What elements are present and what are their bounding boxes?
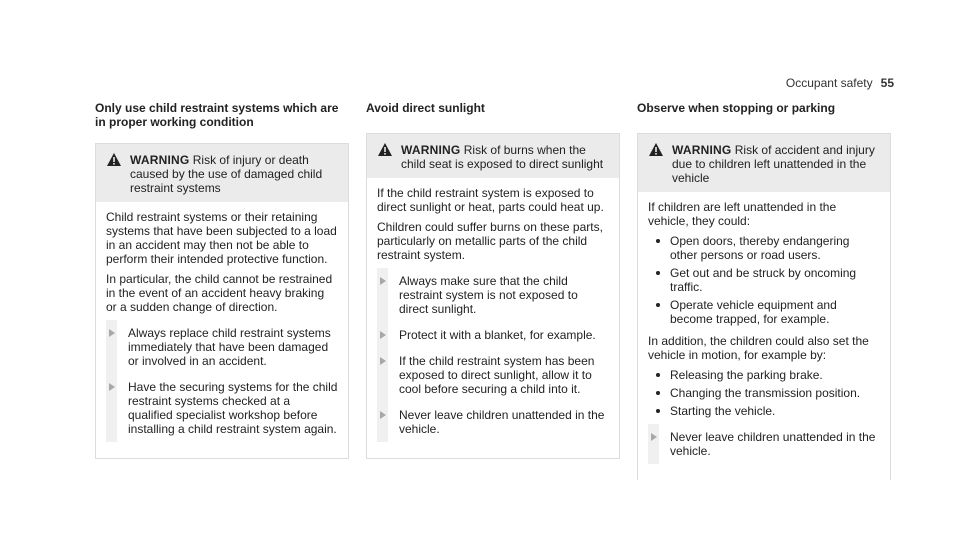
warning-label: WARNING (672, 143, 732, 157)
list-item: Releasing the parking brake. (648, 368, 880, 382)
instruction-step (648, 430, 880, 458)
paragraph: If the child restraint system is exposed to direct sunlight or heat, parts could heat up. (377, 186, 604, 214)
list-item: Get out and be struck by oncoming traffic. (648, 266, 880, 294)
paragraph: If children are left unattended in the vehicle, they could: (648, 200, 837, 228)
warning-triangle-icon (378, 143, 392, 156)
instruction-step (106, 326, 338, 368)
section-title: Observe when stopping or parking (637, 101, 836, 115)
step-arrow-icon (380, 277, 386, 285)
warning-box (366, 133, 620, 459)
list-item: Changing the transmission position. (648, 386, 880, 400)
warning-body (367, 178, 619, 458)
warning-label: WARNING (401, 143, 461, 157)
step-arrow-icon (380, 357, 386, 365)
instruction-step (377, 274, 609, 316)
list-item: Open doors, thereby endangering other persons or road users. (648, 234, 880, 262)
warning-box (95, 143, 349, 459)
step-text: Protect it with a blanket, for example. (399, 328, 596, 342)
list-item: Starting the vehicle. (648, 404, 880, 418)
bullet-list (648, 234, 880, 326)
warning-body (638, 192, 890, 480)
column-child-restraint-condition (95, 101, 349, 459)
warning-header (96, 144, 348, 202)
column-stopping-parking (637, 101, 891, 480)
warning-triangle-icon (107, 153, 121, 166)
warning-text: Risk of burns when the child seat is exposed to direct sunlight (401, 143, 604, 171)
section-title: Avoid direct sunlight (366, 101, 485, 115)
step-arrow-icon (380, 331, 386, 339)
step-arrow-icon (109, 383, 115, 391)
warning-label: WARNING (130, 153, 190, 167)
step-text: Always make sure that the child restraint system is not exposed to direct sunlight. (399, 274, 578, 316)
warning-box (637, 133, 891, 480)
warning-text: Risk of accident and injury due to children left unattended in the vehicle (672, 143, 875, 185)
section-title: Only use child restraint systems which are in proper working condition (95, 101, 339, 129)
paragraph: Children could suffer burns on these parts, particularly on metallic parts of the child restraint system. (377, 220, 603, 262)
instruction-step (377, 354, 609, 396)
instruction-step (377, 408, 609, 436)
page-number: 55 (880, 76, 894, 90)
paragraph: In particular, the child cannot be restrained in the event of an accident heavy braking or a sudden change of direction. (106, 272, 333, 314)
instruction-step (106, 380, 338, 436)
instruction-step (377, 328, 609, 342)
warning-text: Risk of injury or death caused by the use of damaged child restraint systems (130, 153, 323, 195)
warning-body (96, 202, 348, 458)
warning-triangle-icon (649, 143, 663, 156)
step-text: Never leave children unattended in the vehicle. (399, 408, 605, 436)
warning-header (638, 134, 890, 192)
step-text: Always replace child restraint systems immediately that have been damaged or involved in an accident. (128, 326, 331, 368)
page-header (786, 76, 894, 90)
step-text: Have the securing systems for the child restraint systems checked at a qualified specialist workshop before installing a child restraint system again. (128, 380, 338, 436)
bullet-list (648, 368, 880, 418)
step-arrow-icon (380, 411, 386, 419)
step-arrow-icon (109, 329, 115, 337)
paragraph: Child restraint systems or their retaining systems that have been subjected to a load in an accident may then not be able to perform their intended protective function. (106, 210, 337, 266)
column-avoid-sunlight (366, 101, 620, 459)
step-arrow-icon (651, 433, 657, 441)
list-item: Operate vehicle equipment and become trapped, for example. (648, 298, 880, 326)
step-text: Never leave children unattended in the vehicle. (670, 430, 876, 458)
warning-header (367, 134, 619, 178)
paragraph: In addition, the children could also set the vehicle in motion, for example by: (648, 334, 869, 362)
section-name: Occupant safety (785, 76, 873, 90)
step-text: If the child restraint system has been exposed to direct sunlight, allow it to cool before securing a child into it. (399, 354, 595, 396)
